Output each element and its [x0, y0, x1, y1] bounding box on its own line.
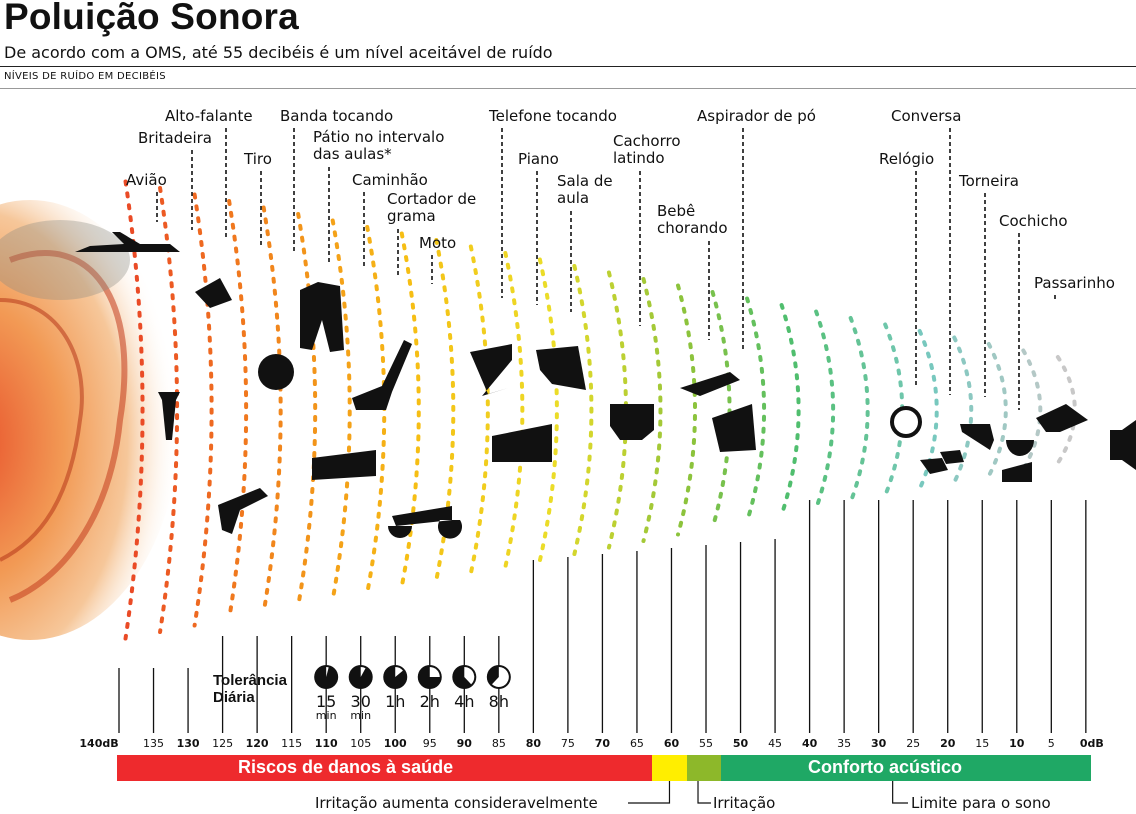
sound-wave-arc	[782, 305, 799, 515]
scale-tick-label: 110	[314, 737, 338, 750]
drum-icon	[258, 354, 294, 390]
bracket-irritation-rising	[628, 781, 669, 803]
source-label-alto-falante: Alto-falante	[165, 107, 253, 125]
speaker-icon	[1110, 420, 1136, 470]
source-label-aspirador: Aspirador de pó	[697, 107, 816, 125]
scale-tick-label: 65	[629, 737, 644, 750]
note-sleep-limit: Limite para o sono	[911, 794, 1051, 812]
ear-illustration	[0, 200, 180, 640]
tolerance-label: Tolerância Diária	[213, 672, 287, 706]
tolerance-time: 30 min	[350, 692, 372, 722]
bird-icon	[1036, 404, 1088, 432]
source-label-caminhao: Caminhão	[352, 171, 428, 189]
sound-wave-arc	[713, 292, 730, 528]
comfort-band-label: Conforto acústico	[808, 757, 963, 777]
band-icon	[300, 282, 344, 352]
scale-tick-label: 25	[906, 737, 921, 750]
source-label-cochicho: Cochicho	[999, 212, 1068, 230]
sound-wave-arc	[678, 286, 695, 535]
section-label: NÍVEIS DE RUÍDO EM DECIBÉIS	[4, 71, 166, 82]
source-label-britadeira: Britadeira	[138, 129, 212, 147]
irritation-band	[687, 755, 722, 781]
tolerance-time: 1h	[385, 692, 406, 711]
source-label-bebe: Bebê chorando	[657, 202, 728, 237]
scale-tick-label: 5	[1047, 737, 1055, 750]
scale-tick-label: 45	[768, 737, 783, 750]
scale-tick-label: 95	[422, 737, 437, 750]
scale-tick-label: 125	[212, 737, 234, 750]
scale-tick-label: 100	[383, 737, 407, 750]
bracket-sleep-limit	[893, 781, 908, 803]
piano-icon	[492, 424, 552, 462]
person-icon	[1002, 440, 1034, 482]
scale-tick-label: 20	[940, 737, 956, 750]
scale-tick-label: 60	[663, 737, 680, 750]
telephone-icon	[470, 344, 512, 396]
source-label-aviao: Avião	[126, 171, 167, 189]
scale-tick-label: 70	[594, 737, 611, 750]
desk-icon	[536, 346, 586, 390]
scale-tick-label: 30	[871, 737, 887, 750]
sound-wave-arc	[574, 266, 591, 554]
motorcycle-icon	[388, 506, 462, 539]
scale-tick-label: 55	[699, 737, 713, 750]
source-label-moto: Moto	[419, 234, 457, 252]
scale-tick-label: 130	[176, 737, 200, 750]
scale-tick-label: 120	[245, 737, 269, 750]
tolerance-time: 8h	[488, 692, 509, 711]
scale-tick-label: 115	[281, 737, 303, 750]
baby-icon	[680, 372, 740, 396]
tolerance-time: 2h	[419, 692, 440, 711]
note-irritation: Irritação	[713, 794, 776, 812]
clock-hand	[430, 667, 440, 677]
irritation-rising-band	[652, 755, 687, 781]
sound-wave-arc	[264, 208, 281, 613]
sound-wave-arc	[816, 312, 833, 509]
sound-wave-arc	[471, 247, 488, 574]
scale-tick-label: 80	[525, 737, 542, 750]
source-label-telefone: Telefone tocando	[489, 107, 617, 125]
scale-tick-label: 40	[801, 737, 818, 750]
dog-icon	[610, 404, 654, 440]
scale-tick-label: 75	[560, 737, 575, 750]
note-irritation-rising: Irritação aumenta consideravelmente	[315, 794, 598, 812]
source-label-patio: Pátio no intervalo das aulas*	[313, 128, 445, 163]
scale-tick-label: 135	[143, 737, 165, 750]
alarm-clock-icon	[892, 408, 920, 436]
faucet-icon	[960, 424, 994, 450]
scale-tick-label: 10	[1009, 737, 1025, 750]
sound-wave-arc	[333, 221, 350, 600]
risk-band-label: Riscos de danos à saúde	[238, 757, 454, 777]
source-label-cortador: Cortador de grama	[387, 190, 477, 225]
source-label-tiro: Tiro	[244, 150, 272, 168]
scale-tick-label: 140dB	[79, 737, 119, 750]
scale-tick-label: 50	[732, 737, 749, 750]
scale-tick-label: 85	[491, 737, 506, 750]
truck-icon	[312, 450, 376, 480]
sound-wave-arc	[195, 195, 212, 626]
megaphone-icon	[195, 278, 232, 308]
sound-wave-arc	[989, 344, 1006, 476]
sound-wave-arc	[851, 318, 868, 502]
source-label-torneira: Torneira	[959, 172, 1019, 190]
source-label-sala: Sala de aula	[557, 172, 613, 207]
source-label-piano: Piano	[518, 150, 559, 168]
sound-wave-arc	[505, 253, 522, 567]
scale-tick-label: 105	[350, 737, 372, 750]
sound-wave-arc	[540, 260, 557, 561]
source-label-relogio: Relógio	[879, 150, 935, 168]
source-label-passarinho: Passarinho	[1034, 274, 1115, 292]
tolerance-time: 4h	[454, 692, 475, 711]
source-label-banda: Banda tocando	[280, 107, 394, 125]
scale-tick-label: 0dB	[1079, 737, 1104, 750]
sound-wave-arc	[298, 214, 315, 606]
vacuum-icon	[712, 404, 756, 452]
sound-wave-arc	[229, 201, 246, 619]
page-subtitle: De acordo com a OMS, até 55 decibéis é um nível aceitável de ruído	[4, 43, 553, 62]
bracket-irritation	[698, 781, 711, 803]
scale-tick-label: 35	[837, 737, 852, 750]
scale-tick-label: 90	[456, 737, 472, 750]
source-label-conversa: Conversa	[891, 107, 962, 125]
source-label-cachorro: Cachorro latindo	[613, 132, 681, 167]
tolerance-time: 15 min	[315, 692, 337, 722]
scale-tick-label: 15	[975, 737, 990, 750]
page-title: Poluição Sonora	[4, 0, 299, 37]
